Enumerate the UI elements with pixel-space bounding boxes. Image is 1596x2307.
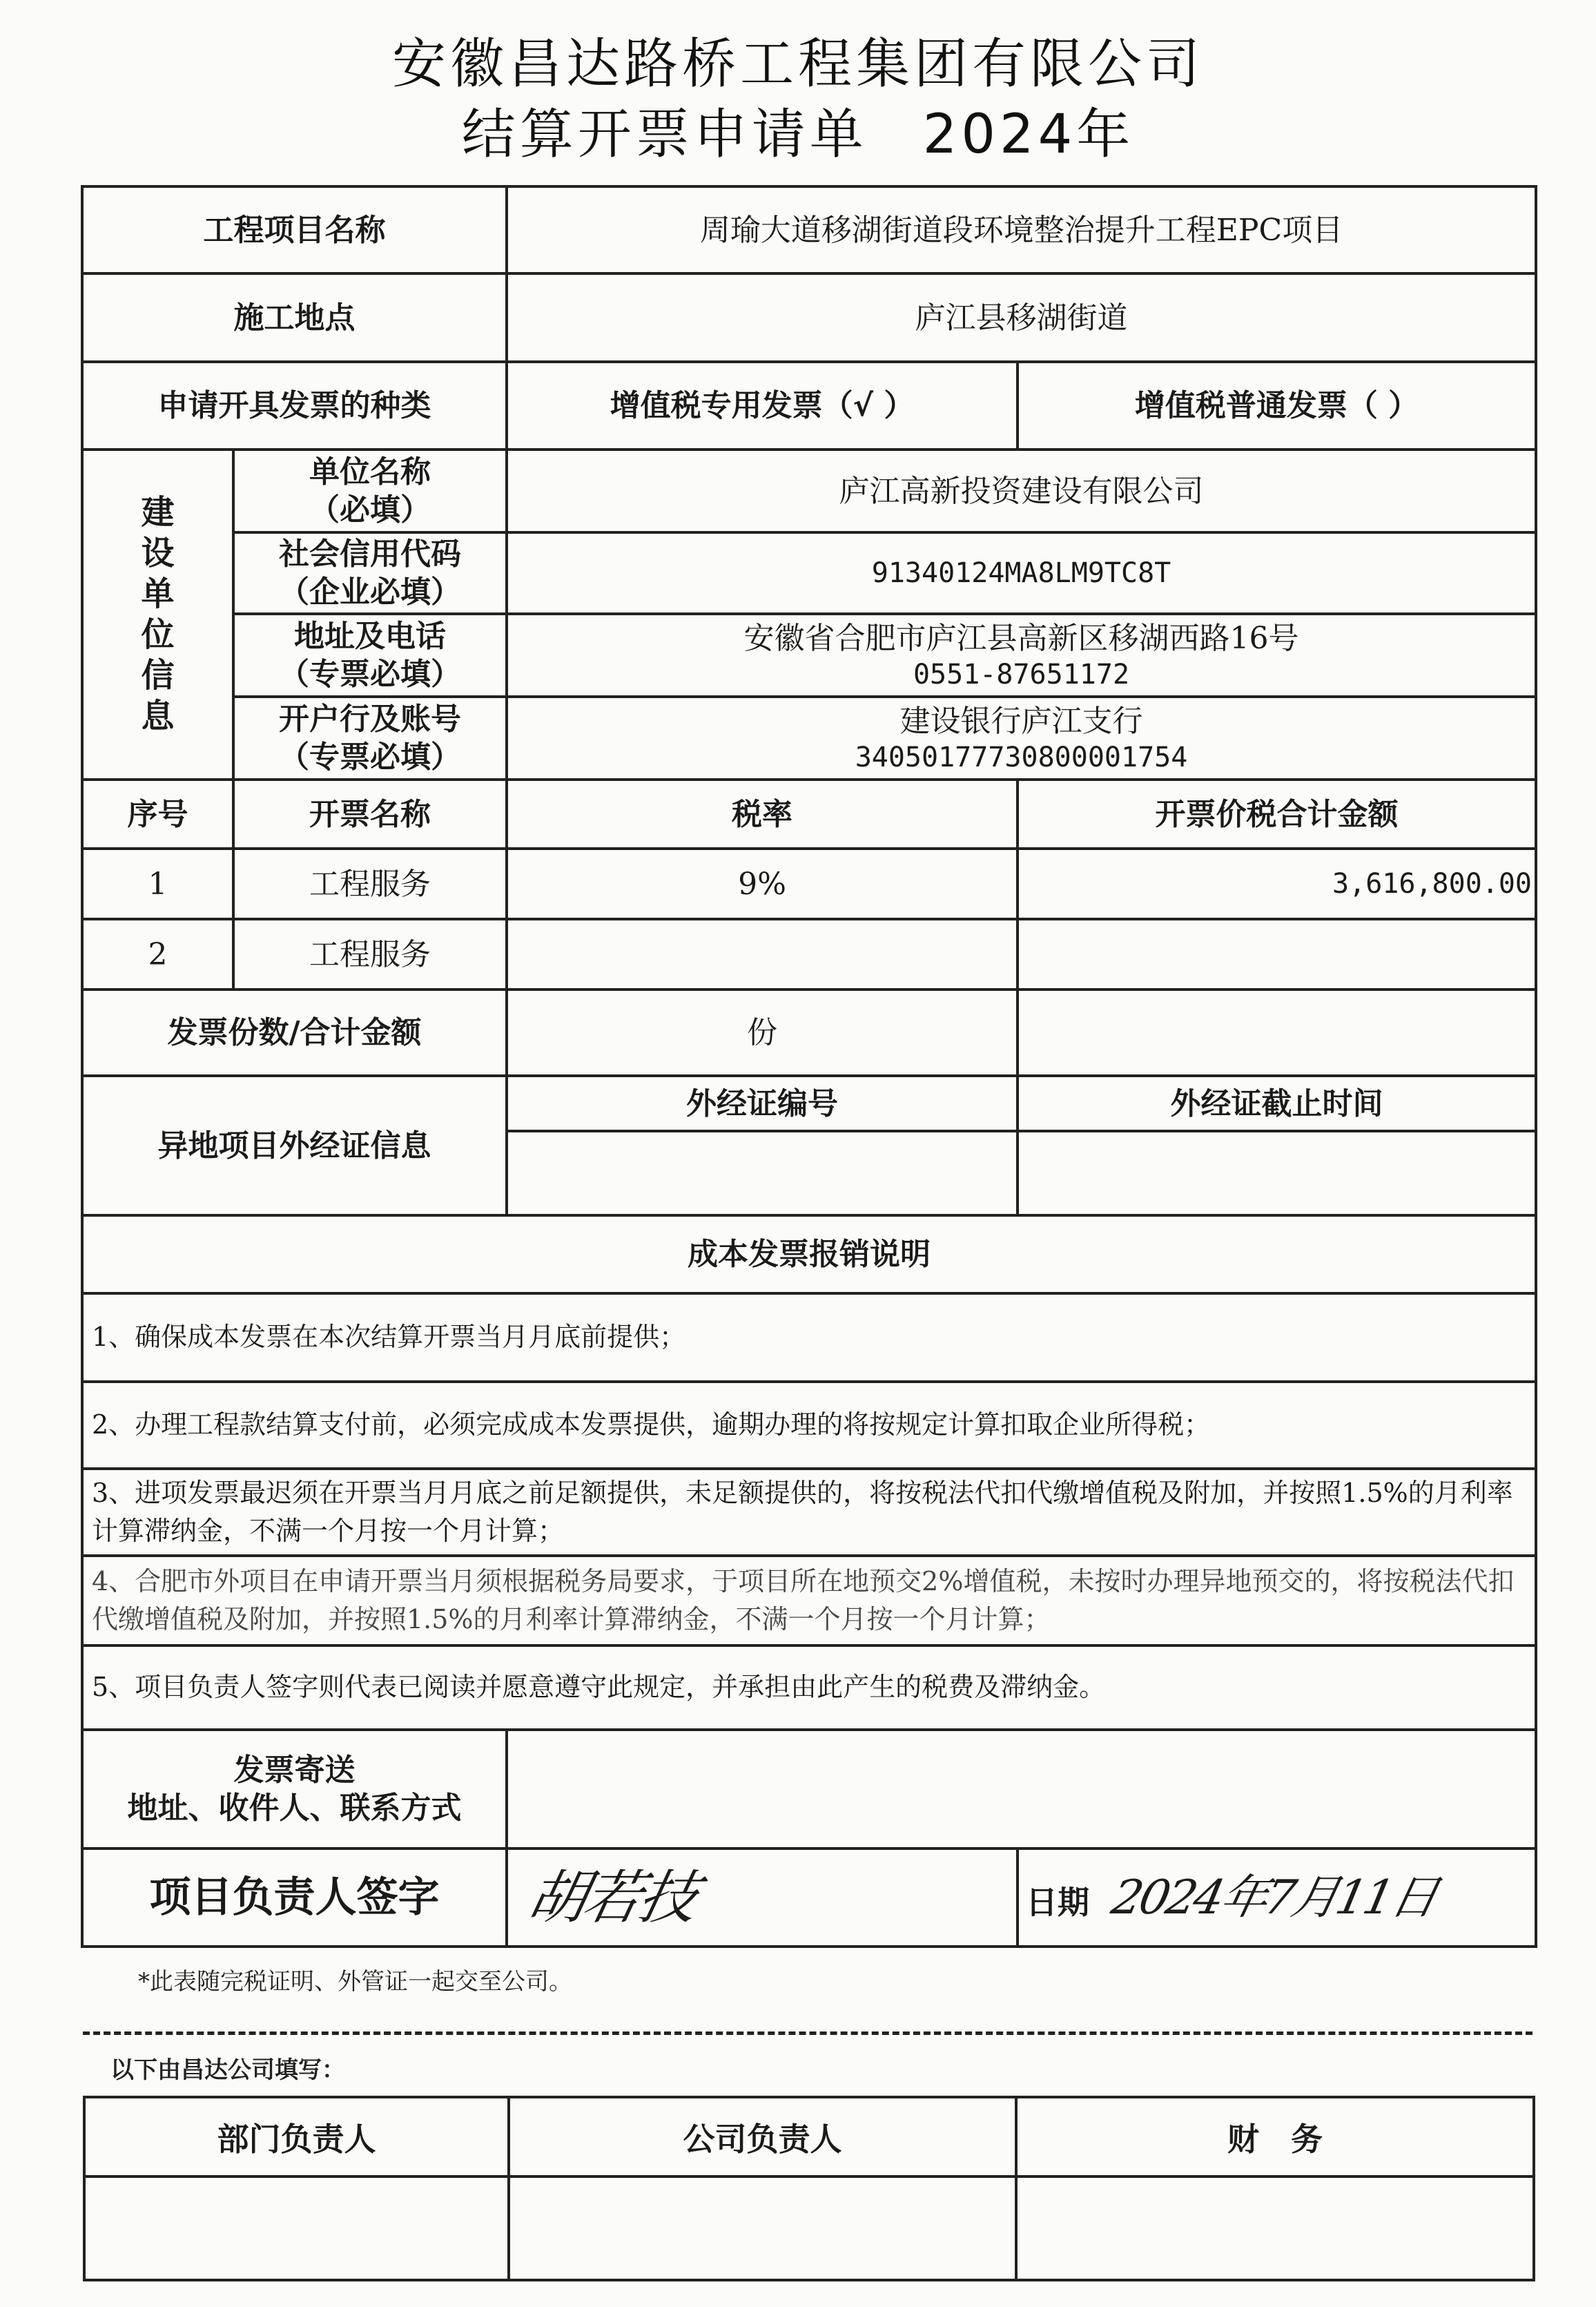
- builder-label-char: 信: [141, 656, 175, 695]
- table-row: [82, 849, 1536, 919]
- mailing-field[interactable]: [507, 1730, 1536, 1849]
- address-value: 安徽省合肥市庐江县高新区移湖西路16号: [743, 620, 1299, 656]
- finance-header: 财 务: [1016, 2097, 1534, 2176]
- address-phone-label: [233, 614, 507, 697]
- outside-cert-deadline-header: 外经证截止时间: [1018, 1076, 1536, 1131]
- item-amount[interactable]: [1018, 919, 1536, 990]
- field-label: 单位名称: [309, 454, 431, 490]
- date-field[interactable]: [1018, 1849, 1536, 1947]
- site-value[interactable]: 庐江县移湖街道: [507, 273, 1536, 362]
- builder-label-char: 位: [141, 615, 175, 654]
- company-fill-label: 以下由昌达公司填写：: [110, 2056, 345, 2084]
- footnote: *此表随完税证明、外管证一起交至公司。: [138, 1968, 572, 1996]
- field-label: 开户行及账号: [279, 702, 461, 737]
- mailing-label-line2: 地址、收件人、联系方式: [127, 1790, 462, 1826]
- item-rate[interactable]: [507, 919, 1018, 990]
- field-label: 社会信用代码: [279, 537, 461, 572]
- company-head-signature-field[interactable]: [509, 2176, 1016, 2280]
- summary-label: 发票份数/合计金额: [82, 990, 507, 1076]
- account-number-value: 34050177730800001754: [855, 741, 1188, 773]
- cut-line-divider: [83, 2031, 1532, 2035]
- outside-cert-deadline-field[interactable]: [1018, 1131, 1536, 1215]
- date-label: 日期: [1026, 1883, 1089, 1921]
- dept-head-header: 部门负责人: [84, 2097, 509, 2176]
- handwritten-signature: 胡若技: [521, 1863, 702, 1931]
- field-sublabel: （专票必填）: [279, 657, 461, 692]
- copies-unit: 份: [747, 1015, 777, 1050]
- col-header-name: 开票名称: [233, 780, 507, 849]
- note-item: 4、合肥市外项目在申请开票当月须根据税务局要求，于项目所在地预交2%增值税，未按时办理异地预交的，将按税法代扣代缴增值税及附加，并按照1.5%的月利率计算滞纳金，不满一个月按一个月计算；: [82, 1556, 1536, 1645]
- form-title: [0, 91, 1596, 168]
- total-amount-field[interactable]: [1018, 990, 1536, 1076]
- field-sublabel: （企业必填）: [279, 575, 461, 610]
- builder-label-char: 建: [141, 492, 175, 532]
- outside-cert-no-header: 外经证编号: [507, 1076, 1018, 1131]
- note-item: 3、进项发票最迟须在开票当月月底之前足额提供，未足额提供的，将按税法代扣代缴增值税及附加，并按照1.5%的月利率计算滞纳金，不满一个月按一个月计算；: [82, 1469, 1536, 1556]
- notes-title: 成本发票报销说明: [82, 1215, 1536, 1293]
- project-name-value[interactable]: 周瑜大道移湖街道段环境整治提升工程EPC项目: [507, 186, 1536, 273]
- credit-code-label: [233, 532, 507, 614]
- site-label: 施工地点: [82, 273, 507, 362]
- outside-cert-no-field[interactable]: [507, 1131, 1018, 1215]
- approval-table: [83, 2096, 1535, 2281]
- bank-account-value[interactable]: [507, 697, 1536, 780]
- mailing-label: [82, 1730, 507, 1849]
- note-item: 5、项目负责人签字则代表已阅读并愿意遵守此规定，并承担由此产生的税费及滞纳金。: [82, 1645, 1536, 1730]
- outside-cert-label: 异地项目外经证信息: [82, 1076, 507, 1215]
- bank-name-value: 建设银行庐江支行: [899, 703, 1143, 739]
- builder-label-char: 息: [141, 697, 175, 736]
- col-header-amount: 开票价税合计金额: [1018, 780, 1536, 849]
- finance-signature-field[interactable]: [1016, 2176, 1534, 2280]
- form-year: 2024年: [922, 104, 1135, 166]
- company-head-header: 公司负责人: [509, 2097, 1016, 2176]
- signature-label: 项目负责人签字: [82, 1849, 507, 1947]
- invoice-type-label: 申请开具发票的种类: [82, 362, 507, 450]
- builder-label-char: 单: [141, 574, 175, 613]
- builder-name-value[interactable]: 庐江高新投资建设有限公司: [507, 450, 1536, 532]
- builder-label-char: 设: [141, 533, 175, 572]
- dept-head-signature-field[interactable]: [84, 2176, 509, 2280]
- bank-account-label: [233, 697, 507, 780]
- col-header-no: 序号: [82, 780, 233, 849]
- note-item: 2、办理工程款结算支付前，必须完成成本发票提供，逾期办理的将按规定计算扣取企业所得税；: [82, 1382, 1536, 1469]
- project-name-label: 工程项目名称: [82, 186, 507, 273]
- mailing-label-line1: 发票寄送: [233, 1753, 356, 1788]
- signature-field[interactable]: [507, 1849, 1018, 1947]
- item-no: 2: [82, 919, 233, 990]
- application-form: [81, 185, 1537, 1948]
- table-row: [82, 919, 1536, 990]
- item-amount[interactable]: 3,616,800.00: [1018, 849, 1536, 919]
- item-name[interactable]: 工程服务: [233, 919, 507, 990]
- invoice-type-special[interactable]: 增值税专用发票（√ ）: [507, 362, 1018, 450]
- builder-info-label: [82, 450, 233, 780]
- field-label: 地址及电话: [294, 619, 446, 654]
- note-item: 1、确保成本发票在本次结算开票当月月底前提供；: [82, 1293, 1536, 1382]
- field-sublabel: （专票必填）: [279, 740, 461, 775]
- item-name[interactable]: 工程服务: [233, 849, 507, 919]
- item-no: 1: [82, 849, 233, 919]
- col-header-rate: 税率: [507, 780, 1018, 849]
- form-name: 结算开票申请单: [461, 104, 868, 166]
- item-rate[interactable]: 9%: [507, 849, 1018, 919]
- invoice-type-normal[interactable]: 增值税普通发票（ ）: [1018, 362, 1536, 450]
- handwritten-date: 2024年7月11日: [1107, 1870, 1441, 1925]
- address-phone-value[interactable]: [507, 614, 1536, 697]
- builder-name-label: [233, 450, 507, 532]
- credit-code-value[interactable]: 91340124MA8LM9TC8T: [507, 532, 1536, 614]
- company-title: 安徽昌达路桥工程集团有限公司: [391, 33, 1204, 95]
- field-sublabel: （必填）: [309, 492, 431, 528]
- phone-value: 0551-87651172: [913, 658, 1130, 691]
- invoice-copies-field[interactable]: [507, 990, 1018, 1076]
